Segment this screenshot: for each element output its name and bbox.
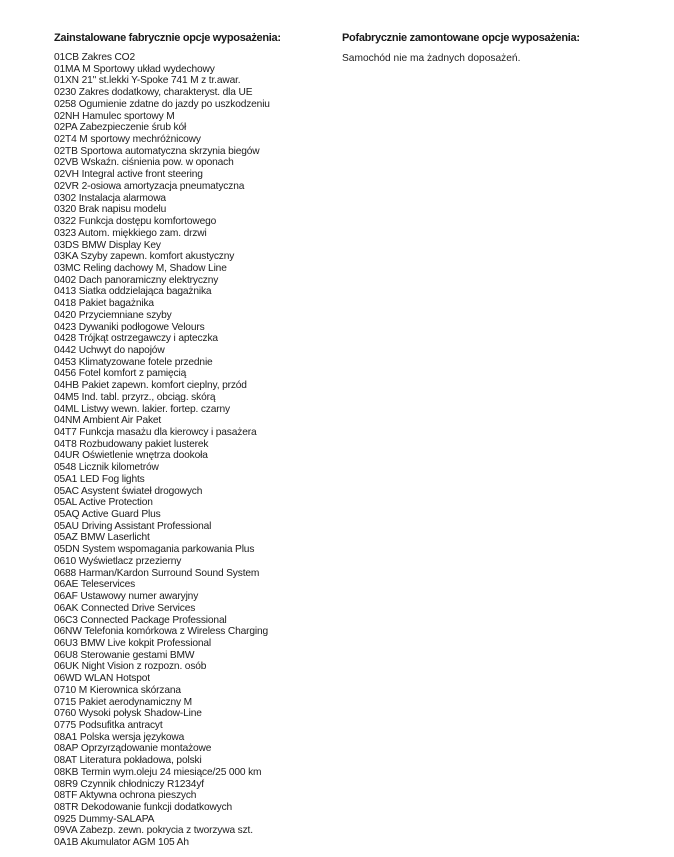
list-item: 0323 Autom. miękkiego zam. drzwi (54, 227, 207, 239)
list-item: 0320 Brak napisu modelu (54, 204, 167, 216)
list-item: 0402 Dach panoramiczny elektryczny (54, 274, 219, 286)
list-item: 0230 Zakres dodatkowy, charakteryst. dla UE (54, 87, 253, 99)
list-item: 06AF Ustawowy numer awaryjny (54, 591, 199, 603)
list-item: 08KB Termin wym.oleju 24 miesiące/25 000 km (54, 766, 262, 778)
list-item: 0442 Uchwyt do napojów (54, 344, 165, 356)
list-item: 0A1B Akumulator AGM 105 Ah (54, 837, 189, 849)
list-item: 0413 Siatka oddzielająca bagażnika (54, 286, 212, 298)
list-item: 08TR Dekodowanie funkcji dodatkowych (54, 802, 233, 813)
list-item: 06AE Teleservices (54, 579, 136, 591)
factory-options-column (54, 31, 314, 849)
list-item: 04HB Pakiet zapewn. komfort cieplny, przód (54, 380, 247, 392)
list-item: 02TB Sportowa automatyczna skrzynia biegów (54, 145, 260, 157)
list-item: 0715 Pakiet aerodynamiczny M (54, 696, 192, 708)
list-item: 04ML Listwy wewn. lakier. fortep. czarny (54, 403, 230, 415)
list-item: 0453 Klimatyzowane fotele przednie (54, 356, 213, 368)
list-item: 02VH Integral active front steering (54, 169, 203, 181)
list-item: 04T7 Funkcja masażu dla kierowcy i pasażera (54, 427, 257, 438)
list-item: 02VB Wskaźn. ciśnienia pow. w oponach (54, 157, 234, 169)
aftermarket-options-title: Pofabrycznie zamontowane opcje wyposażenia: (342, 32, 580, 44)
list-item: 0760 Wysoki połysk Shadow-Line (54, 708, 202, 720)
list-item: 0775 Podsufitka antracyt (54, 719, 163, 731)
list-item: 06U8 Sterowanie gestami BMW (54, 649, 195, 661)
list-item: 0258 Ogumienie zdatne do jazdy po uszkodzeniu (54, 98, 270, 110)
list-item: 05AL Active Protection (54, 497, 153, 509)
list-item: 06NW Telefonia komórkowa z Wireless Charging (54, 626, 269, 638)
list-item: 09VA Zabezp. zewn. pokrycia z tworzywa szt. (54, 825, 253, 837)
list-item: 0428 Trójkąt ostrzegawczy i apteczka (54, 333, 218, 345)
list-item: 06C3 Connected Package Professional (54, 614, 227, 626)
list-item: 0456 Fotel komfort z pamięcią (54, 368, 187, 380)
list-item: 01CB Zakres CO2 (54, 52, 135, 63)
list-item: 02PA Zabezpieczenie śrub kół (54, 122, 187, 134)
list-item: 04UR Oświetlenie wnętrza dookoła (54, 450, 208, 462)
list-item: 05AC Asystent świateł drogowych (54, 485, 203, 497)
list-item: 05AZ BMW Laserlicht (54, 532, 150, 544)
list-item: 05A1 LED Fog lights (54, 473, 145, 485)
list-item: 0302 Instalacja alarmowa (54, 192, 166, 204)
list-item: 02T4 M sportowy mechróżnicowy (54, 134, 201, 146)
list-item: 08A1 Polska wersja językowa (54, 731, 185, 743)
list-item: 05AU Driving Assistant Professional (54, 520, 212, 532)
list-item: 06U3 BMW Live kokpit Professional (54, 637, 211, 649)
list-item: 08AP Oprzyrządowanie montażowe (54, 743, 212, 755)
factory-options-title: Zainstalowane fabrycznie opcje wyposażenia: (54, 32, 281, 44)
list-item: 03MC Reling dachowy M, Shadow Line (54, 262, 227, 274)
list-item: 0710 M Kierownica skórzana (54, 684, 181, 696)
list-item: 04M5 Ind. tabl. przyrz., obciąg. skórą (54, 391, 216, 403)
list-item: 06WD WLAN Hotspot (54, 673, 150, 685)
list-item: 0420 Przyciemniane szyby (54, 309, 172, 321)
list-item: 03DS BMW Display Key (54, 239, 161, 251)
list-item: 08TF Aktywna ochrona pieszych (54, 790, 197, 802)
list-item: 0548 Licznik kilometrów (54, 462, 159, 474)
list-item: 01MA M Sportowy układ wydechowy (54, 63, 215, 75)
list-item: 05DN System wspomagania parkowania Plus (54, 544, 255, 556)
list-item: 03KA Szyby zapewn. komfort akustyczny (54, 251, 235, 263)
list-item: 0610 Wyświetlacz przezierny (54, 555, 182, 567)
list-item: 08AT Literatura pokładowa, polski (54, 755, 202, 767)
list-item: 02NH Hamulec sportowy M (54, 110, 175, 122)
list-item: 06UK Night Vision z rozpozn. osób (54, 661, 207, 673)
list-item: 0423 Dywaniki podłogowe Velours (54, 321, 205, 333)
aftermarket-options-column (342, 31, 642, 65)
list-item: 0688 Harman/Kardon Surround Sound System (54, 567, 260, 579)
list-item: 0322 Funkcja dostępu komfortowego (54, 216, 217, 228)
list-item: 0925 Dummy-SALAPA (54, 813, 155, 825)
list-item: 04T8 Rozbudowany pakiet lusterek (54, 438, 209, 450)
list-item: 04NM Ambient Air Paket (54, 415, 162, 427)
list-item: 05AQ Active Guard Plus (54, 509, 161, 521)
factory-options-list (54, 52, 314, 849)
list-item: 08R9 Czynnik chłodniczy R1234yf (54, 778, 204, 790)
list-item: 06AK Connected Drive Services (54, 602, 196, 614)
list-item: 02VR 2-osiowa amortyzacja pneumatyczna (54, 180, 245, 192)
list-item: 01XN 21" st.lekki Y-Spoke 741 M z tr.awar. (54, 75, 241, 87)
aftermarket-options-text: Samochód nie ma żadnych doposażeń. (342, 53, 521, 64)
list-item: 0418 Pakiet bagażnika (54, 298, 154, 310)
